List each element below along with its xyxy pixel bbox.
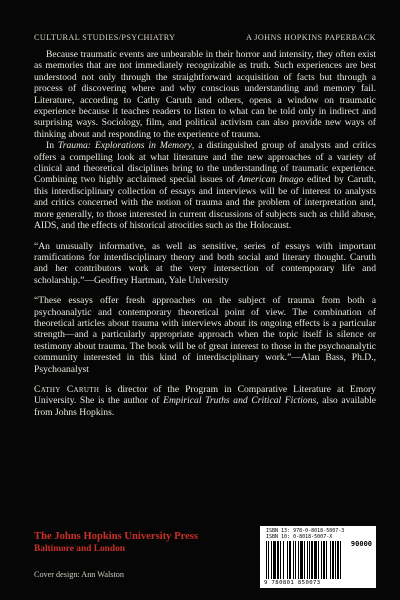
price-code: 90000 xyxy=(350,540,372,548)
publisher-city: Baltimore and London xyxy=(34,544,125,554)
cover-design-credit: Cover design: Ann Walston xyxy=(34,570,124,579)
barcode-bar xyxy=(309,541,310,579)
barcode-bar xyxy=(304,541,305,579)
barcode-bar xyxy=(277,541,279,579)
barcode-bar xyxy=(332,541,334,579)
description-paragraph-2 xyxy=(34,140,376,231)
barcode-bar xyxy=(318,541,319,579)
description-paragraph-1: Because traumatic events are unbearable in their horror and intensity, they often exist as memories that are not immediately recognizable as truth. Such experiences are best understood not only through the straightforward acquisition of facts but through a process of discovering where and why conscious understanding and memory fail. Literature, according to Cathy Caruth and others, opens a window on traumatic experience because it teaches readers to listen to what can be told only in indirect and surprising ways. Sociology, film, and political activism can also provide new ways of thinking about and responding to the experience of trauma. xyxy=(34,49,376,140)
review-quote-hartman: “An unusually informative, as well as sensitive, series of essays with important ramifications for interdisciplinary theory and both social and literary thought. Caruth and her contributors work at the very intersection of contemporary life and scholarship.”—Geoffrey Hartman, Yale University xyxy=(34,240,376,286)
barcode-bar xyxy=(283,541,284,579)
other-book-title: Empirical Truths and Critical Fictions, xyxy=(163,395,319,407)
barcode-bars xyxy=(266,541,344,579)
barcode-bar xyxy=(314,541,317,579)
cover-copy xyxy=(34,49,376,418)
isbn13-label: ISBN 13: 978-0-8018-5007-3 xyxy=(266,528,345,534)
barcode-bar xyxy=(289,541,291,579)
publisher-name: The Johns Hopkins University Press xyxy=(34,531,199,542)
series-label: A JOHNS HOPKINS PAPERBACK xyxy=(245,33,376,42)
barcode-bar xyxy=(335,541,336,579)
barcode-bar xyxy=(273,541,276,579)
author-bio xyxy=(34,384,376,418)
p2-mid: , a distinguished group of analysts and critics offers a compelling look at what literature and the new approaches of a variety of clinical and theoretical disciplines bring to the understanding of traumatic experience. Combining two highly acclaimed special issues of xyxy=(34,140,376,186)
back-cover-header xyxy=(34,33,376,42)
bio-tail: also available from Johns Hopkins. xyxy=(34,395,376,418)
barcode-bar xyxy=(271,541,272,579)
p2-tail: edited by Caruth, this interdisciplinary collection of essays and interviews will be of interest to analysts and critics concerned with the notion of trauma and the problem of interpretation and, more generally, to those interested in current discussions of subjects such as child abuse, AIDS, and the effects of historical atrocities such as the Holocaust. xyxy=(34,174,376,232)
barcode-bar xyxy=(293,541,294,579)
barcode-bar xyxy=(337,541,339,579)
barcode-bar xyxy=(266,541,267,579)
barcode-bar xyxy=(287,541,288,579)
barcode-bar xyxy=(326,541,327,579)
category-label: CULTURAL STUDIES/PSYCHIATRY xyxy=(34,33,176,42)
barcode-bar xyxy=(330,541,331,579)
review-quote-bass: “These essays offer fresh approaches on the subject of trauma from both a psychoanalytic and contemporary theoretical point of view. The combination of theoretical articles about trauma with interviews about its ongoing effects is a particular strength—and a particularly appropriate approach when the topic itself is silence or testimony about trauma. The book will be of great interest to those in the psychoanalytic community interested in this kind of interdisciplinary work.”—Alan Bass, Ph.D., Psychoanalyst xyxy=(34,295,376,375)
isbn-barcode xyxy=(260,526,376,588)
bio-text: is director of the Program in Comparative Literature at Emory University. She is the author of xyxy=(34,383,376,407)
barcode-bar xyxy=(340,541,341,579)
barcode-bar xyxy=(300,541,303,579)
barcode-bar xyxy=(321,541,322,579)
author-name: Cathy Caruth xyxy=(34,383,100,395)
book-title: Trauma: Explorations in Memory xyxy=(57,140,192,152)
barcode-bar xyxy=(323,541,325,579)
barcode-digits: 9 780801 850073 xyxy=(264,580,321,586)
barcode-bar xyxy=(268,541,269,579)
journal-title: American Imago xyxy=(238,174,304,186)
publisher-block xyxy=(34,530,198,556)
isbn10-label: ISBN 10: 0-8018-5007-X xyxy=(266,534,333,540)
barcode-bar xyxy=(295,541,296,579)
p2-lead: In xyxy=(46,140,58,152)
barcode-bar xyxy=(307,541,308,579)
barcode-bar xyxy=(311,541,313,579)
barcode-bar xyxy=(280,541,281,579)
barcode-bar xyxy=(298,541,299,579)
